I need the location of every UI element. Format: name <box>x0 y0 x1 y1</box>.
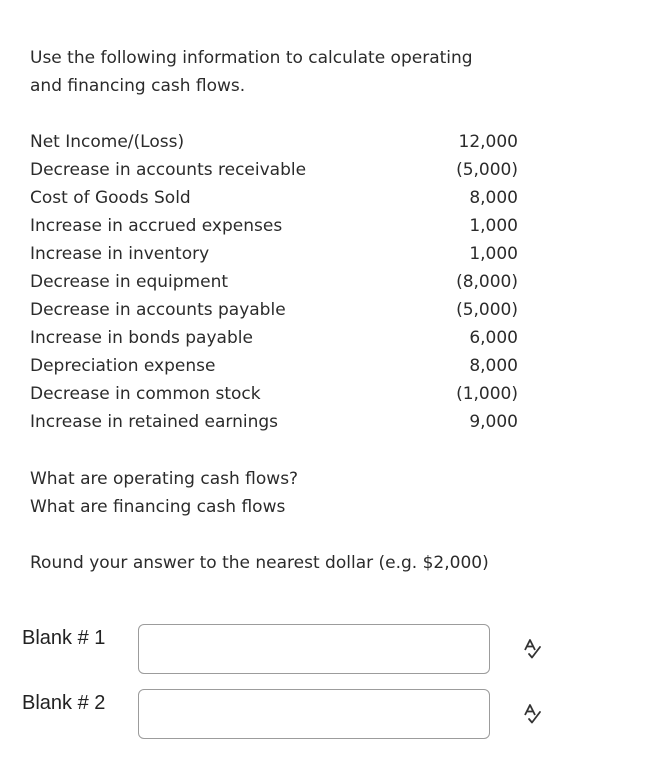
row-value: (5,000) <box>456 300 518 320</box>
table-row <box>30 128 530 156</box>
blank-2-label: Blank # 2 <box>22 692 106 714</box>
row-value: (5,000) <box>456 160 518 180</box>
row-label: Depreciation expense <box>30 356 216 376</box>
table-row <box>30 352 530 380</box>
table-row <box>30 156 530 184</box>
row-value: 9,000 <box>469 412 518 432</box>
spellcheck-icon[interactable] <box>521 703 543 725</box>
row-label: Decrease in accounts payable <box>30 300 286 320</box>
row-label: Decrease in equipment <box>30 272 229 292</box>
row-label: Cost of Goods Sold <box>30 188 191 208</box>
row-value: 8,000 <box>469 188 518 208</box>
row-label: Increase in accrued expenses <box>30 216 283 236</box>
row-value: (8,000) <box>456 272 518 292</box>
table-row <box>30 212 530 240</box>
row-label: Increase in retained earnings <box>30 412 279 432</box>
blank-1-input[interactable] <box>138 624 490 674</box>
table-row <box>30 268 530 296</box>
intro-line-2: and financing cash flows. <box>30 76 246 96</box>
row-value: 6,000 <box>469 328 518 348</box>
row-label: Increase in bonds payable <box>30 328 253 348</box>
intro-line-1: Use the following information to calculate operating <box>30 48 473 68</box>
row-value: (1,000) <box>456 384 518 404</box>
table-row <box>30 408 530 436</box>
row-label: Increase in inventory <box>30 244 210 264</box>
row-label: Decrease in common stock <box>30 384 261 404</box>
questions <box>30 465 298 521</box>
table-row <box>30 380 530 408</box>
rounding-instruction: Round your answer to the nearest dollar (e.g. $2,000) <box>30 553 489 573</box>
table-row <box>30 296 530 324</box>
row-label: Net Income/(Loss) <box>30 132 185 152</box>
row-value: 12,000 <box>458 132 518 152</box>
row-label: Decrease in accounts receivable <box>30 160 307 180</box>
table-row <box>30 324 530 352</box>
question-operating: What are operating cash flows? <box>30 469 299 489</box>
question-financing: What are financing cash flows <box>30 497 286 517</box>
row-value: 8,000 <box>469 356 518 376</box>
data-table <box>30 128 530 436</box>
table-row <box>30 184 530 212</box>
blank-2-input[interactable] <box>138 689 490 739</box>
row-value: 1,000 <box>469 216 518 236</box>
question-intro <box>30 44 550 100</box>
table-row <box>30 240 530 268</box>
blank-1-label: Blank # 1 <box>22 627 106 649</box>
spellcheck-icon[interactable] <box>521 638 543 660</box>
row-value: 1,000 <box>469 244 518 264</box>
